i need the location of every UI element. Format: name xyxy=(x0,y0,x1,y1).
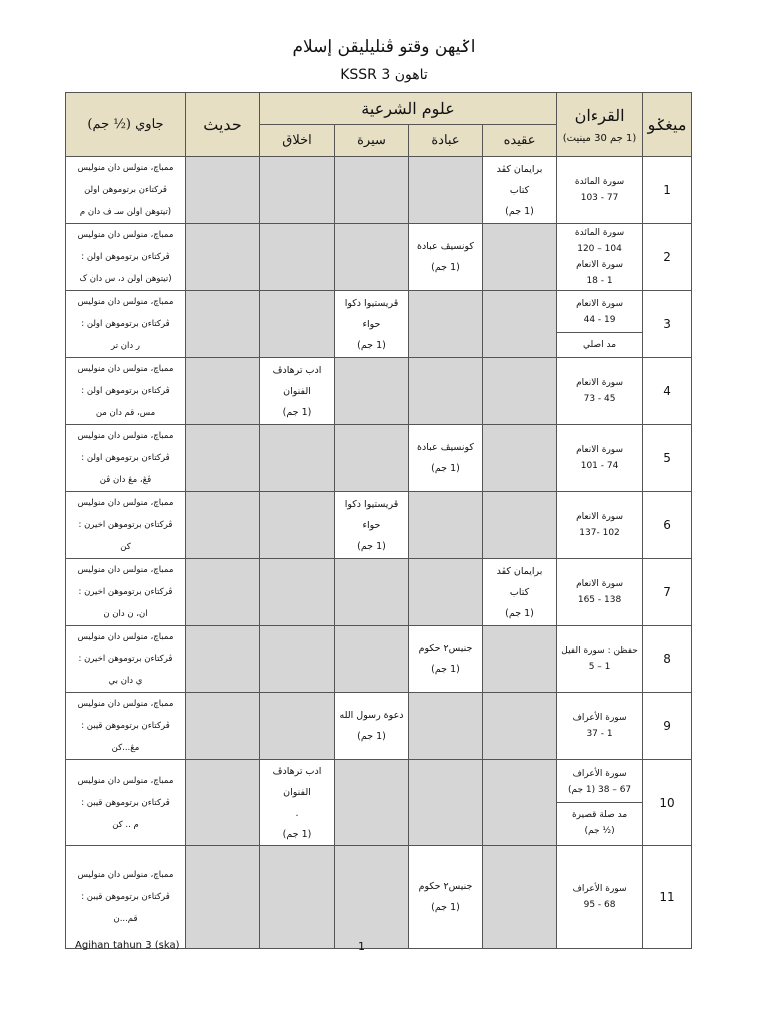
ibadah-cell xyxy=(409,291,483,358)
header-quran xyxy=(557,93,643,157)
aqidah-cell xyxy=(483,760,557,846)
jawi-cell-line: ان، ن دان ن xyxy=(103,609,148,619)
hadis-cell xyxy=(186,693,260,760)
ibadah-cell xyxy=(409,157,483,224)
week-number: 9 xyxy=(643,693,692,760)
week-number: 5 xyxy=(643,425,692,492)
akhlak-cell xyxy=(260,760,335,846)
jawi-cell-line: ممباچ، منولس دان منوليس xyxy=(77,297,174,307)
header-ulum-syariah: علوم الشرعية xyxy=(260,93,557,125)
quran-top-section xyxy=(557,292,642,333)
akhlak-cell xyxy=(260,846,335,949)
jawi-cell-line: م .. كن xyxy=(112,819,139,830)
jawi-cell xyxy=(66,492,186,559)
footer-label: Agihan tahun 3 (ska) xyxy=(75,940,180,951)
jawi-cell-line: ر دان تر xyxy=(111,341,140,351)
quran-cell-line: سورة الانعام xyxy=(576,378,623,388)
hadis-cell xyxy=(186,425,260,492)
aqidah-cell-line: كتاب xyxy=(509,586,530,598)
hadis-cell xyxy=(186,157,260,224)
ibadah-cell-line: (1 جم) xyxy=(431,664,460,675)
header-aqidah: عقيده xyxy=(483,125,557,157)
quran-cell-line: 1 - 18 xyxy=(586,276,613,286)
ibadah-cell xyxy=(409,760,483,846)
quran-top-section xyxy=(557,762,642,803)
akhlak-cell-line: الفنوان xyxy=(283,786,311,798)
ibadah-cell-line: كونسيڤ عبادة xyxy=(417,241,474,252)
quran-bottom-section xyxy=(557,333,642,357)
table-row xyxy=(66,559,692,626)
aqidah-cell xyxy=(483,846,557,949)
week-number: 1 xyxy=(643,157,692,224)
quran-cell-line: 1 – 5 xyxy=(588,662,611,672)
jawi-cell-line: قم...ن xyxy=(113,914,138,924)
jawi-cell-line: (تيتوهن اولن سـ ف دان م xyxy=(79,207,172,217)
aqidah-cell xyxy=(483,425,557,492)
jawi-cell-line: ممباچ، منولس دان منوليس xyxy=(77,230,174,240)
table-row xyxy=(66,291,692,358)
akhlak-cell-line: الفنوان xyxy=(283,385,311,397)
table-row xyxy=(66,693,692,760)
jawi-cell-line: ممباچ، منولس دان منوليس xyxy=(77,498,174,508)
sirah-cell xyxy=(335,559,409,626)
sirah-cell xyxy=(335,224,409,291)
sirah-cell-line: حواء xyxy=(362,519,381,531)
sirah-cell xyxy=(335,425,409,492)
aqidah-cell xyxy=(483,559,557,626)
jawi-cell-line: ممباچ، منولس دان منوليس xyxy=(77,632,174,642)
akhlak-cell-line: . xyxy=(295,807,299,819)
hadis-cell xyxy=(186,846,260,949)
jawi-cell-line: ي دان بي xyxy=(108,676,143,686)
quran-cell-line: 138 - 165 xyxy=(577,595,622,605)
page-number: 1 xyxy=(358,940,365,953)
jawi-cell xyxy=(66,157,186,224)
aqidah-cell-line: (1 جم) xyxy=(505,205,534,217)
quran-cell-line: سورة الأعراف xyxy=(572,713,627,723)
jawi-cell-line: مڠ...كن xyxy=(111,743,140,753)
table-row xyxy=(66,224,692,291)
aqidah-cell-line: كتاب xyxy=(509,184,530,196)
header-akhlak: اخلاق xyxy=(260,125,335,157)
jawi-cell-line: ڤركتاءن برتوموهن قيبن : xyxy=(81,797,170,808)
week-number: 3 xyxy=(643,291,692,358)
hadis-cell xyxy=(186,358,260,425)
ibadah-cell xyxy=(409,626,483,693)
quran-cell-line: حفظن : سورة الفيل xyxy=(561,646,638,656)
jawi-cell-line: ڤركتاءن برتوموهن اولن : xyxy=(81,319,170,329)
sirah-cell xyxy=(335,626,409,693)
quran-cell xyxy=(557,358,643,425)
quran-cell-line: 1 - 37 xyxy=(586,729,613,739)
quran-cell xyxy=(557,626,643,693)
jawi-cell xyxy=(66,224,186,291)
akhlak-cell xyxy=(260,559,335,626)
week-number: 2 xyxy=(643,224,692,291)
quran-bottom-section xyxy=(557,803,642,843)
quran-cell-line: سورة المائدة xyxy=(574,177,625,187)
aqidah-cell xyxy=(483,157,557,224)
ibadah-cell xyxy=(409,559,483,626)
quran-cell xyxy=(557,425,643,492)
hadis-cell xyxy=(186,492,260,559)
jawi-cell-line: ممباچ، منولس دان منوليس xyxy=(77,699,174,709)
hadis-cell xyxy=(186,559,260,626)
aqidah-cell xyxy=(483,291,557,358)
week-number: 11 xyxy=(643,846,692,949)
week-number: 6 xyxy=(643,492,692,559)
sirah-cell-line: (1 جم) xyxy=(357,540,386,552)
quran-line: 67 – 38 (1 جم) xyxy=(567,785,632,795)
sirah-cell-line: حواء xyxy=(362,318,381,330)
quran-cell-line: 68 - 95 xyxy=(583,900,616,910)
sirah-cell xyxy=(335,693,409,760)
hadis-cell xyxy=(186,224,260,291)
aqidah-cell xyxy=(483,693,557,760)
aqidah-cell-line: برايمان كڤد xyxy=(496,565,543,577)
ibadah-cell-line: جنيس٢ حكوم xyxy=(418,881,473,892)
quran-cell-line: 45 - 73 xyxy=(583,394,616,404)
ibadah-cell xyxy=(409,693,483,760)
sirah-cell-line: ڤريستيوا دكوا xyxy=(344,498,399,510)
ibadah-cell-line: جنيس٢ حكوم xyxy=(418,643,473,654)
jawi-cell-line: ممباچ، منولس دان منوليس xyxy=(77,364,174,374)
jawi-cell-line: ممباچ، منولس دان منوليس xyxy=(77,431,174,441)
quran-cell xyxy=(557,693,643,760)
akhlak-cell xyxy=(260,358,335,425)
header-quran-note: (1 جم 30 مينيت) xyxy=(562,132,637,144)
akhlak-cell xyxy=(260,626,335,693)
quran-cell-line: 74 - 101 xyxy=(580,461,619,471)
table-row xyxy=(66,492,692,559)
jawi-cell xyxy=(66,358,186,425)
jawi-cell-line: ڤركتاءن برتوموهن اولن : xyxy=(81,453,170,463)
jawi-cell-line: ڤركتاءن برتوموهن اولن : xyxy=(81,252,170,262)
week-number: 4 xyxy=(643,358,692,425)
quran-cell xyxy=(557,846,643,949)
quran-line: 19 - 44 xyxy=(583,314,616,325)
sirah-cell xyxy=(335,157,409,224)
ibadah-cell xyxy=(409,425,483,492)
table-row xyxy=(66,846,692,949)
jawi-cell xyxy=(66,760,186,846)
jawi-cell-line: ڤركتاءن برتوموهن اولن xyxy=(84,185,167,195)
quran-cell-line: سورة الانعام xyxy=(576,579,623,589)
sirah-cell-line: ڤريستيوا دكوا xyxy=(344,297,399,309)
week-number: 10 xyxy=(643,760,692,846)
quran-cell-line: 104 – 120 xyxy=(577,244,622,254)
jawi-cell xyxy=(66,626,186,693)
hadis-cell xyxy=(186,760,260,846)
akhlak-cell xyxy=(260,157,335,224)
hadis-cell xyxy=(186,291,260,358)
sirah-cell-line: دعوة رسول الله xyxy=(339,710,404,721)
aqidah-cell xyxy=(483,224,557,291)
sirah-cell xyxy=(335,492,409,559)
quran-cell xyxy=(557,291,643,358)
quran-cell-line: سورة الانعام xyxy=(576,445,623,455)
hadis-cell xyxy=(186,626,260,693)
jawi-cell xyxy=(66,693,186,760)
jawi-cell-line: ڤركتاءن برتوموهن اخيرن : xyxy=(78,654,173,664)
jawi-cell-line: ڤركتاءن برتوموهن قيبن : xyxy=(81,892,170,902)
jawi-cell-line: ممباچ، منولس دان منوليس xyxy=(77,163,174,173)
sirah-cell xyxy=(335,291,409,358)
akhlak-cell-line: (1 جم) xyxy=(282,406,312,418)
akhlak-cell xyxy=(260,492,335,559)
sirah-cell-line: (1 جم) xyxy=(357,731,386,742)
quran-cell-line: سورة المائدة xyxy=(574,228,625,238)
jawi-cell-line: ممباچ، منولس دان منوليس xyxy=(77,870,174,880)
quran-cell-line: سورة الأعراف xyxy=(572,884,627,894)
header-hadis: حديث xyxy=(186,93,260,157)
quran-line: مد اصلي xyxy=(583,339,617,350)
jawi-cell-line: ممباچ، منولس دان منوليس xyxy=(77,565,174,575)
quran-line: مد صلة قصيرة xyxy=(571,810,628,820)
quran-line: (½ جم) xyxy=(584,826,615,836)
akhlak-cell xyxy=(260,291,335,358)
jawi-cell-line: ڤركتاءن برتوموهن اخيرن : xyxy=(78,587,173,597)
ibadah-cell-line: (1 جم) xyxy=(431,262,460,273)
quran-cell xyxy=(557,157,643,224)
aqidah-cell-line: برايمان كڤد xyxy=(496,163,543,175)
table-row xyxy=(66,157,692,224)
aqidah-cell xyxy=(483,626,557,693)
document-subtitle: KSSR تاهون 3 xyxy=(340,67,428,83)
jawi-cell-line: ممباچ، منولس دان منوليس xyxy=(77,775,174,786)
jawi-cell-line: مس، قم دان من xyxy=(95,408,156,418)
akhlak-cell xyxy=(260,425,335,492)
quran-cell-line: 77 - 103 xyxy=(580,193,619,203)
table-row xyxy=(66,626,692,693)
jawi-cell xyxy=(66,291,186,358)
table-row xyxy=(66,358,692,425)
quran-cell xyxy=(557,492,643,559)
akhlak-cell-line: ادب ترهادڤ xyxy=(272,765,322,777)
quran-cell xyxy=(557,559,643,626)
sirah-cell xyxy=(335,846,409,949)
akhlak-cell-line: ادب ترهادڤ xyxy=(272,364,322,376)
aqidah-cell xyxy=(483,492,557,559)
header-ibadah: عبادة xyxy=(409,125,483,157)
quran-cell-line: سورة الانعام xyxy=(576,512,623,522)
aqidah-cell-line: (1 جم) xyxy=(505,607,534,619)
header-quran-label: القرءان xyxy=(574,105,625,125)
jawi-cell-line: كن xyxy=(120,542,131,552)
header-minggu: ميغݢو xyxy=(643,93,692,157)
week-number: 8 xyxy=(643,626,692,693)
jawi-cell-line: ڤركتاءن برتوموهن اولن : xyxy=(81,386,170,396)
ibadah-cell xyxy=(409,492,483,559)
jawi-cell xyxy=(66,425,186,492)
ibadah-cell-line: (1 جم) xyxy=(431,902,460,913)
quran-cell-line: 102 -137 xyxy=(579,528,620,538)
week-number: 7 xyxy=(643,559,692,626)
jawi-cell-line: ڤركتاءن برتوموهن اخيرن : xyxy=(78,520,173,530)
table-row xyxy=(66,425,692,492)
ibadah-cell xyxy=(409,224,483,291)
quran-line: سورة الانعام xyxy=(576,298,623,309)
quran-cell-line: سورة الانعام xyxy=(576,260,623,270)
jawi-cell xyxy=(66,559,186,626)
quran-cell xyxy=(557,224,643,291)
quran-cell xyxy=(557,760,643,846)
table-row xyxy=(66,760,692,846)
jawi-cell-line: ڤركتاءن برتوموهن قيبن : xyxy=(81,721,170,731)
schedule-table xyxy=(65,92,692,949)
quran-line: سورة الأعراف xyxy=(572,769,627,779)
aqidah-cell xyxy=(483,358,557,425)
ibadah-cell xyxy=(409,846,483,949)
header-sirah: سيرة xyxy=(335,125,409,157)
akhlak-cell xyxy=(260,693,335,760)
jawi-cell xyxy=(66,846,186,949)
ibadah-cell-line: (1 جم) xyxy=(431,463,460,474)
sirah-cell xyxy=(335,358,409,425)
akhlak-cell-line: (1 جم) xyxy=(282,828,312,840)
sirah-cell-line: (1 جم) xyxy=(357,339,386,351)
jawi-cell-line: (تيتوهن اولن د، س دان ک xyxy=(79,274,172,284)
header-jawi: جاوي (½ جم) xyxy=(66,93,186,157)
ibadah-cell xyxy=(409,358,483,425)
akhlak-cell xyxy=(260,224,335,291)
jawi-cell-line: ڤڠ، مڠ دان ڤن xyxy=(99,475,152,485)
ibadah-cell-line: كونسيڤ عبادة xyxy=(417,442,474,453)
document-title: اݢيهن وقتو ڤنليليقن إسلام xyxy=(292,37,476,57)
sirah-cell xyxy=(335,760,409,846)
